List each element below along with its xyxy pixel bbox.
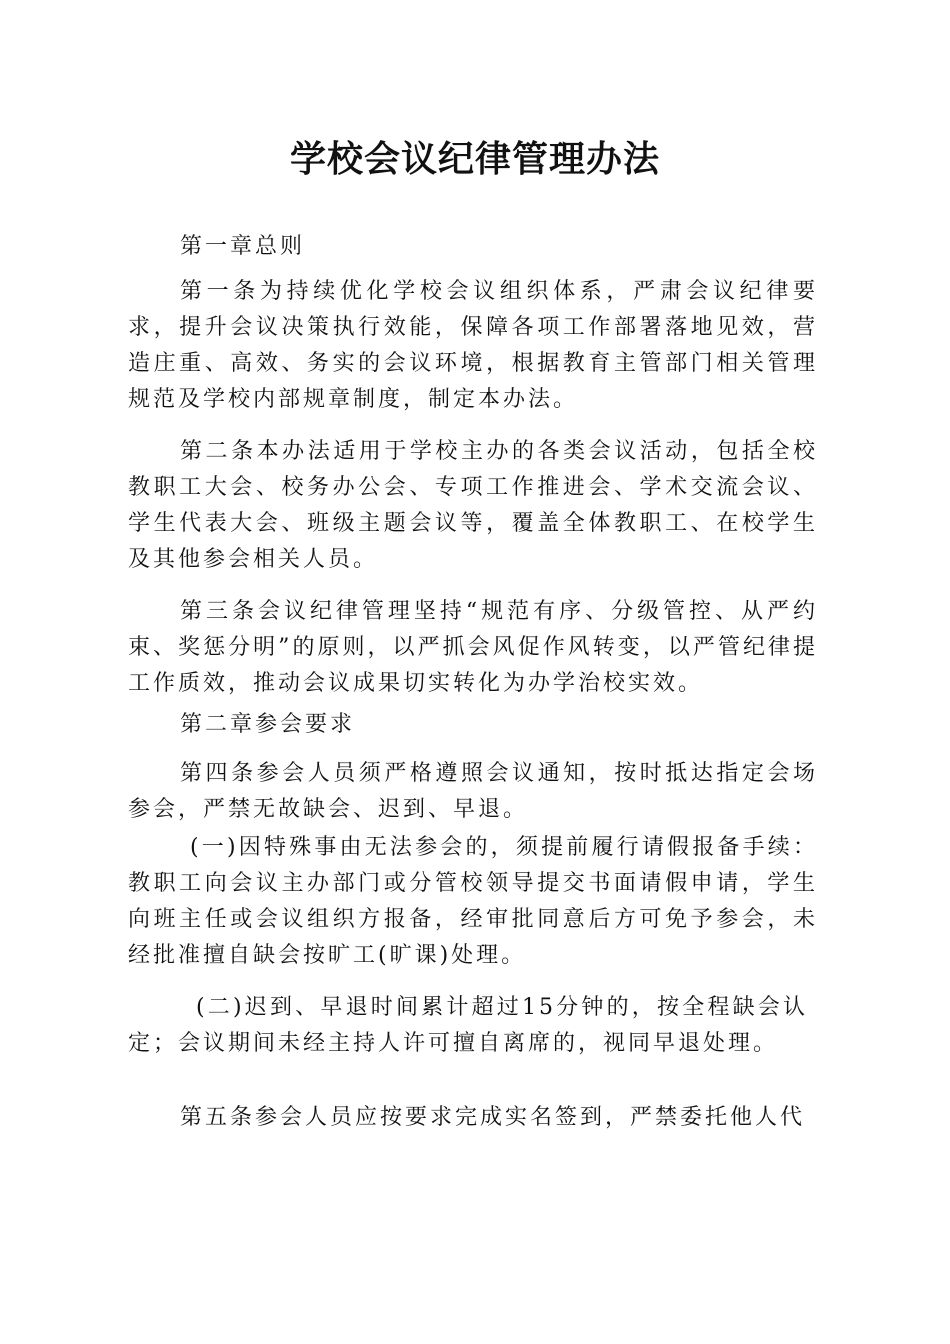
article-4-item-2: (二)迟到、早退时间累计超过15分钟的，按全程缺会认 定；会议期间未经主持人许可擅自离席的，视同早退处理。 bbox=[128, 995, 808, 1056]
article-3-paragraph: 第三条会议纪律管理坚持“规范有序、分级管控、从严约束、奖惩分明”的原则，以严抓会风促作风转变，以严管纪律提工作质效，推动会议成果切实转化为办学治校实效。 bbox=[128, 599, 818, 696]
article-4-item-1: (一)因特殊事由无法参会的，须提前履行请假报备手续：教职工向会议主办部门或分管校领导提交书面请假申请，学生向班主任或会议组织方报备，经审批同意后方可免予参会，未经批准擅自缺会按旷工(旷课)处理。 bbox=[128, 835, 818, 968]
chapter-heading-1: 第一章总则 bbox=[180, 234, 306, 259]
article-1-paragraph: 第一条为持续优化学校会议组织体系，严肃会议纪律要求，提升会议决策执行效能，保障各项工作部署落地见效，营造庄重、高效、务实的会议环境，根据教育主管部门相关管理规范及学校内部规章制度，制定本办法。 bbox=[128, 279, 818, 412]
article-4-paragraph: 第四条参会人员须严格遵照会议通知，按时抵达指定会场参会，严禁无故缺会、迟到、早退。 bbox=[128, 761, 818, 822]
article-2-paragraph: 第二条本办法适用于学校主办的各类会议活动，包括全校教职工大会、校务办公会、专项工作推进会、学术交流会议、学生代表大会、班级主题会议等，覆盖全体教职工、在校学生及其他参会相关人员。 bbox=[128, 439, 818, 572]
document-title: 学校会议纪律管理办法 bbox=[289, 138, 660, 180]
article-5-paragraph: 第五条参会人员应按要求完成实名签到，严禁委托他人代 bbox=[180, 1105, 806, 1130]
chapter-heading-2: 第二章参会要求 bbox=[180, 712, 356, 737]
